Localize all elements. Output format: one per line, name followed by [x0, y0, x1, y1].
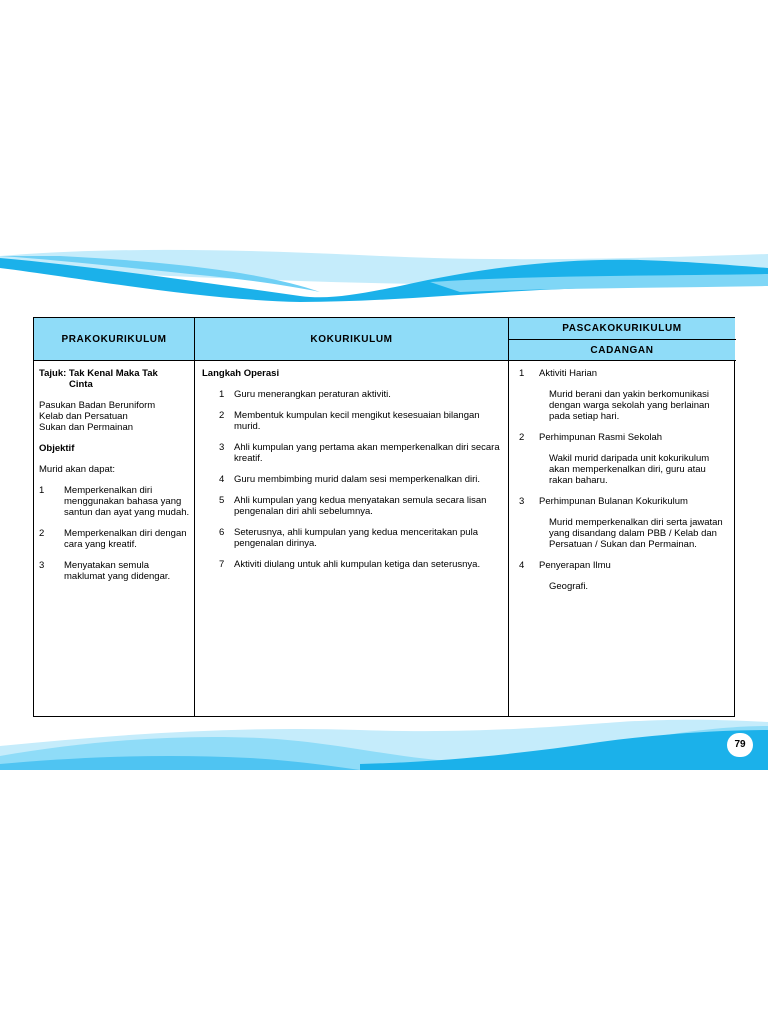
tajuk-title-line2: Cinta [69, 379, 93, 390]
header-pascakokurikulum: PASCAKOKURIKULUM [509, 318, 735, 339]
objective-item [39, 560, 191, 582]
step-item [202, 389, 502, 400]
top-wave-decoration [0, 246, 768, 302]
cadangan-item [519, 560, 729, 571]
cadangan-title: Penyerapan Ilmu [539, 560, 611, 571]
prakokurikulum-column [39, 368, 191, 592]
header-divider [34, 360, 736, 361]
step-item [202, 559, 502, 570]
step-number: 7 [219, 559, 225, 570]
step-number: 6 [219, 527, 225, 538]
bottom-wave-decoration [0, 716, 768, 770]
step-item [202, 442, 502, 464]
step-number: 1 [219, 389, 225, 400]
column-divider [508, 318, 509, 716]
unit-item: Sukan dan Permainan [39, 422, 134, 433]
step-number: 2 [219, 410, 225, 421]
step-item [202, 410, 502, 432]
step-number: 5 [219, 495, 225, 506]
header-kokurikulum: KOKURIKULUM [195, 318, 508, 360]
cadangan-item [519, 368, 729, 379]
cadangan-desc: Wakil murid daripada unit kokurikulum akan memperkenalkan diri, guru atau rakan baharu. [549, 453, 710, 486]
cadangan-number: 2 [519, 432, 525, 443]
step-text: Ahli kumpulan yang kedua menyatakan semula secara lisan pengenalan diri ahli sebelumnya. [234, 495, 487, 517]
cadangan-desc: Murid memperkenalkan diri serta jawatan yang disandang dalam PBB / Kelab dan Persatuan / Sukan dan Permainan. [549, 517, 723, 550]
unit-item: Kelab dan Persatuan [39, 411, 128, 422]
unit-item: Pasukan Badan Beruniform [39, 400, 156, 411]
step-item [202, 474, 502, 485]
cadangan-title: Perhimpunan Rasmi Sekolah [539, 432, 663, 443]
step-text: Ahli kumpulan yang pertama akan memperkenalkan diri secara kreatif. [234, 442, 500, 464]
pascakokurikulum-column [519, 368, 729, 602]
column-divider [194, 318, 195, 716]
cadangan-title: Perhimpunan Bulanan Kokurikulum [539, 496, 688, 507]
header-prakokurikulum: PRAKOKURIKULUM [34, 318, 194, 360]
step-text: Guru membimbing murid dalam sesi memperkenalkan diri. [234, 474, 481, 485]
step-text: Guru menerangkan peraturan aktiviti. [234, 389, 391, 400]
unit-list [39, 400, 191, 433]
cadangan-number: 4 [519, 560, 525, 571]
cadangan-item [519, 432, 729, 443]
cadangan-item [519, 496, 729, 507]
cadangan-number: 1 [519, 368, 525, 379]
objective-number: 1 [39, 485, 45, 496]
cadangan-desc: Geografi. [549, 581, 589, 592]
objective-number: 3 [39, 560, 45, 571]
page-number: 79 [727, 733, 753, 757]
step-item [202, 495, 502, 517]
step-item [202, 527, 502, 549]
tajuk-label: Tajuk: [39, 368, 67, 379]
langkah-operasi-heading: Langkah Operasi [202, 368, 280, 379]
objektif-heading: Objektif [39, 443, 75, 454]
header-cadangan: CADANGAN [509, 340, 735, 360]
lesson-table [33, 317, 735, 717]
kokurikulum-column [202, 368, 502, 580]
step-text: Aktiviti diulang untuk ahli kumpulan ketiga dan seterusnya. [234, 559, 481, 570]
murid-intro: Murid akan dapat: [39, 464, 116, 475]
tajuk-title-line1: Tak Kenal Maka Tak [68, 368, 158, 379]
objective-item [39, 528, 191, 550]
step-number: 4 [219, 474, 225, 485]
cadangan-title: Aktiviti Harian [539, 368, 598, 379]
objective-item [39, 485, 191, 518]
cadangan-number: 3 [519, 496, 525, 507]
tajuk [39, 368, 191, 390]
objective-text: Menyatakan semula maklumat yang didengar. [64, 560, 171, 582]
objective-number: 2 [39, 528, 45, 539]
step-text: Membentuk kumpulan kecil mengikut kesesuaian bilangan murid. [234, 410, 480, 432]
objective-text: Memperkenalkan diri dengan cara yang kreatif. [64, 528, 187, 550]
header-divider [508, 339, 736, 340]
step-number: 3 [219, 442, 225, 453]
step-text: Seterusnya, ahli kumpulan yang kedua menceritakan pula pengenalan dirinya. [234, 527, 478, 549]
objective-text: Memperkenalkan diri menggunakan bahasa yang santun dan ayat yang mudah. [64, 485, 190, 518]
cadangan-desc: Murid berani dan yakin berkomunikasi dengan warga sekolah yang berlainan pada setiap hari. [549, 389, 710, 422]
